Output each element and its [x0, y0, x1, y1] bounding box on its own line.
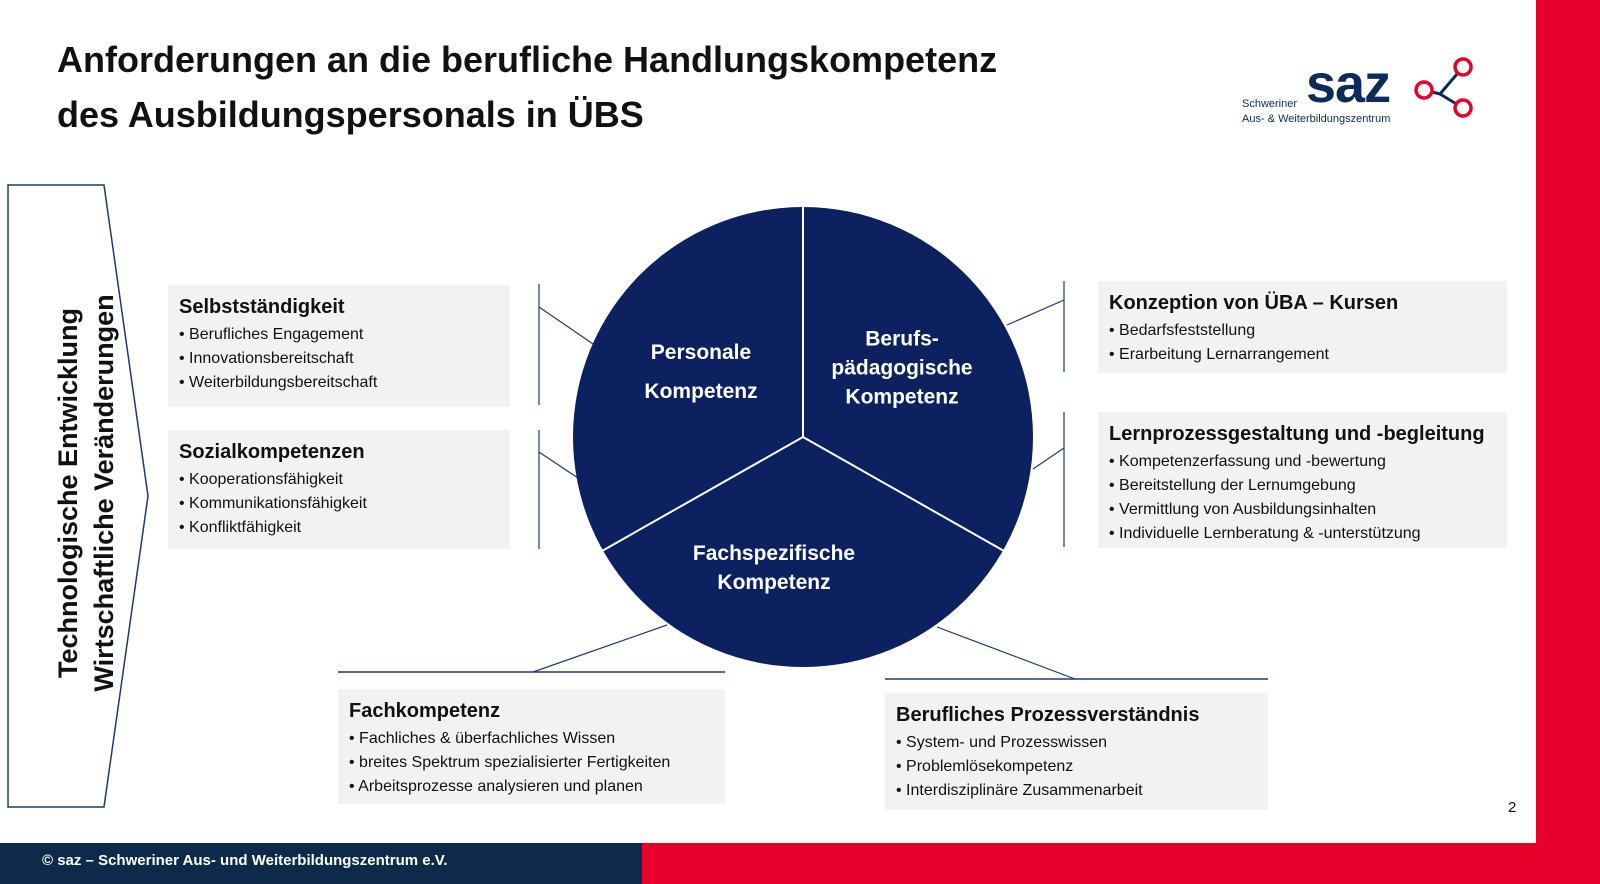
list-item: • Arbeitsprozesse analysieren und planen: [349, 775, 714, 799]
box-fachkompetenz-list: [349, 727, 714, 799]
list-item: • Bereitstellung der Lernumgebung: [1109, 474, 1496, 498]
segment-personale: [644, 338, 757, 406]
logo-subtitle-line2: Aus- & Weiterbildungszentrum: [1242, 113, 1391, 125]
box-fachkompetenz: [338, 689, 725, 804]
box-selbststaendigkeit-title: Selbstständigkeit: [179, 296, 345, 318]
list-item: • Fachliches & überfachliches Wissen: [349, 727, 714, 751]
box-prozessverstaendnis-title: Berufliches Prozessverständnis: [896, 704, 1200, 726]
segment-beruf-line2: pädagogische: [831, 356, 973, 380]
box-sozialkompetenzen: [168, 430, 510, 549]
segment-beruf-line3: Kompetenz: [845, 385, 959, 409]
box-lernprozess-list: [1109, 450, 1496, 546]
box-konzeption-title: Konzeption von ÜBA – Kursen: [1109, 292, 1399, 314]
list-item: • Bedarfsfeststellung: [1109, 319, 1496, 343]
list-item: • breites Spektrum spezialisierter Fertigkeiten: [349, 751, 714, 775]
box-sozialkompetenzen-list: [179, 468, 499, 540]
list-item: • Weiterbildungsbereitschaft: [179, 371, 499, 395]
segment-beruf-line1: Berufs-: [865, 327, 939, 351]
list-item: • Innovationsbereitschaft: [179, 347, 499, 371]
list-item: • Kompetenzerfassung und -bewertung: [1109, 450, 1496, 474]
list-item: • Erarbeitung Lernarrangement: [1109, 343, 1496, 367]
box-fachkompetenz-title: Fachkompetenz: [349, 700, 501, 722]
box-lernprozess: [1098, 412, 1507, 548]
footer-copyright: © saz – Schweriner Aus- und Weiterbildungszentrum e.V.: [42, 852, 448, 869]
list-item: • Kommunikationsfähigkeit: [179, 492, 499, 516]
list-item: • Berufliches Engagement: [179, 323, 499, 347]
list-item: • Kooperationsfähigkeit: [179, 468, 499, 492]
box-lernprozess-title: Lernprozessgestaltung und -begleitung: [1109, 423, 1485, 445]
competence-circle: [572, 206, 1034, 668]
connector-lernprozess-diagonal: [1033, 448, 1064, 469]
slide-title-line2: des Ausbildungspersonals in ÜBS: [57, 94, 644, 135]
footer-accent-bar: [642, 843, 1600, 884]
segment-fach-line1: Fachspezifische: [692, 542, 856, 565]
segment-fachspezifisch: [693, 539, 855, 597]
segment-personale-line1: Personale: [650, 341, 752, 364]
box-selbststaendigkeit: [168, 285, 510, 407]
list-item: • Problemlösekompetenz: [896, 755, 1257, 779]
list-item: • System- und Prozesswissen: [896, 731, 1257, 755]
box-konzeption-list: [1109, 319, 1496, 367]
arrow-label-line2: Wirtschaftliche Veränderungen: [89, 294, 119, 692]
box-konzeption: [1098, 281, 1507, 373]
list-item: • Konfliktfähigkeit: [179, 516, 499, 540]
arrow-label-line1: Technologische Entwicklung: [53, 307, 83, 679]
slide-title-line1: Anforderungen an die berufliche Handlungskompetenz: [57, 39, 998, 80]
segment-personale-line2: Kompetenz: [644, 380, 758, 403]
page-number: 2: [1508, 799, 1517, 816]
list-item: • Interdisziplinäre Zusammenarbeit: [896, 779, 1257, 803]
list-item: • Individuelle Lernberatung & -unterstützung: [1109, 522, 1496, 546]
logo-subtitle-line1: Schweriner: [1242, 98, 1298, 110]
list-item: • Vermittlung von Ausbildungsinhalten: [1109, 498, 1496, 522]
box-selbststaendigkeit-list: [179, 323, 499, 395]
segment-fach-line2: Kompetenz: [717, 571, 831, 594]
box-prozessverstaendnis: [885, 693, 1268, 810]
segment-berufspaedagogisch: [831, 325, 972, 412]
box-prozessverstaendnis-list: [896, 731, 1257, 803]
logo-wordmark: saz: [1306, 54, 1391, 114]
box-sozialkompetenzen-title: Sozialkompetenzen: [179, 441, 365, 463]
